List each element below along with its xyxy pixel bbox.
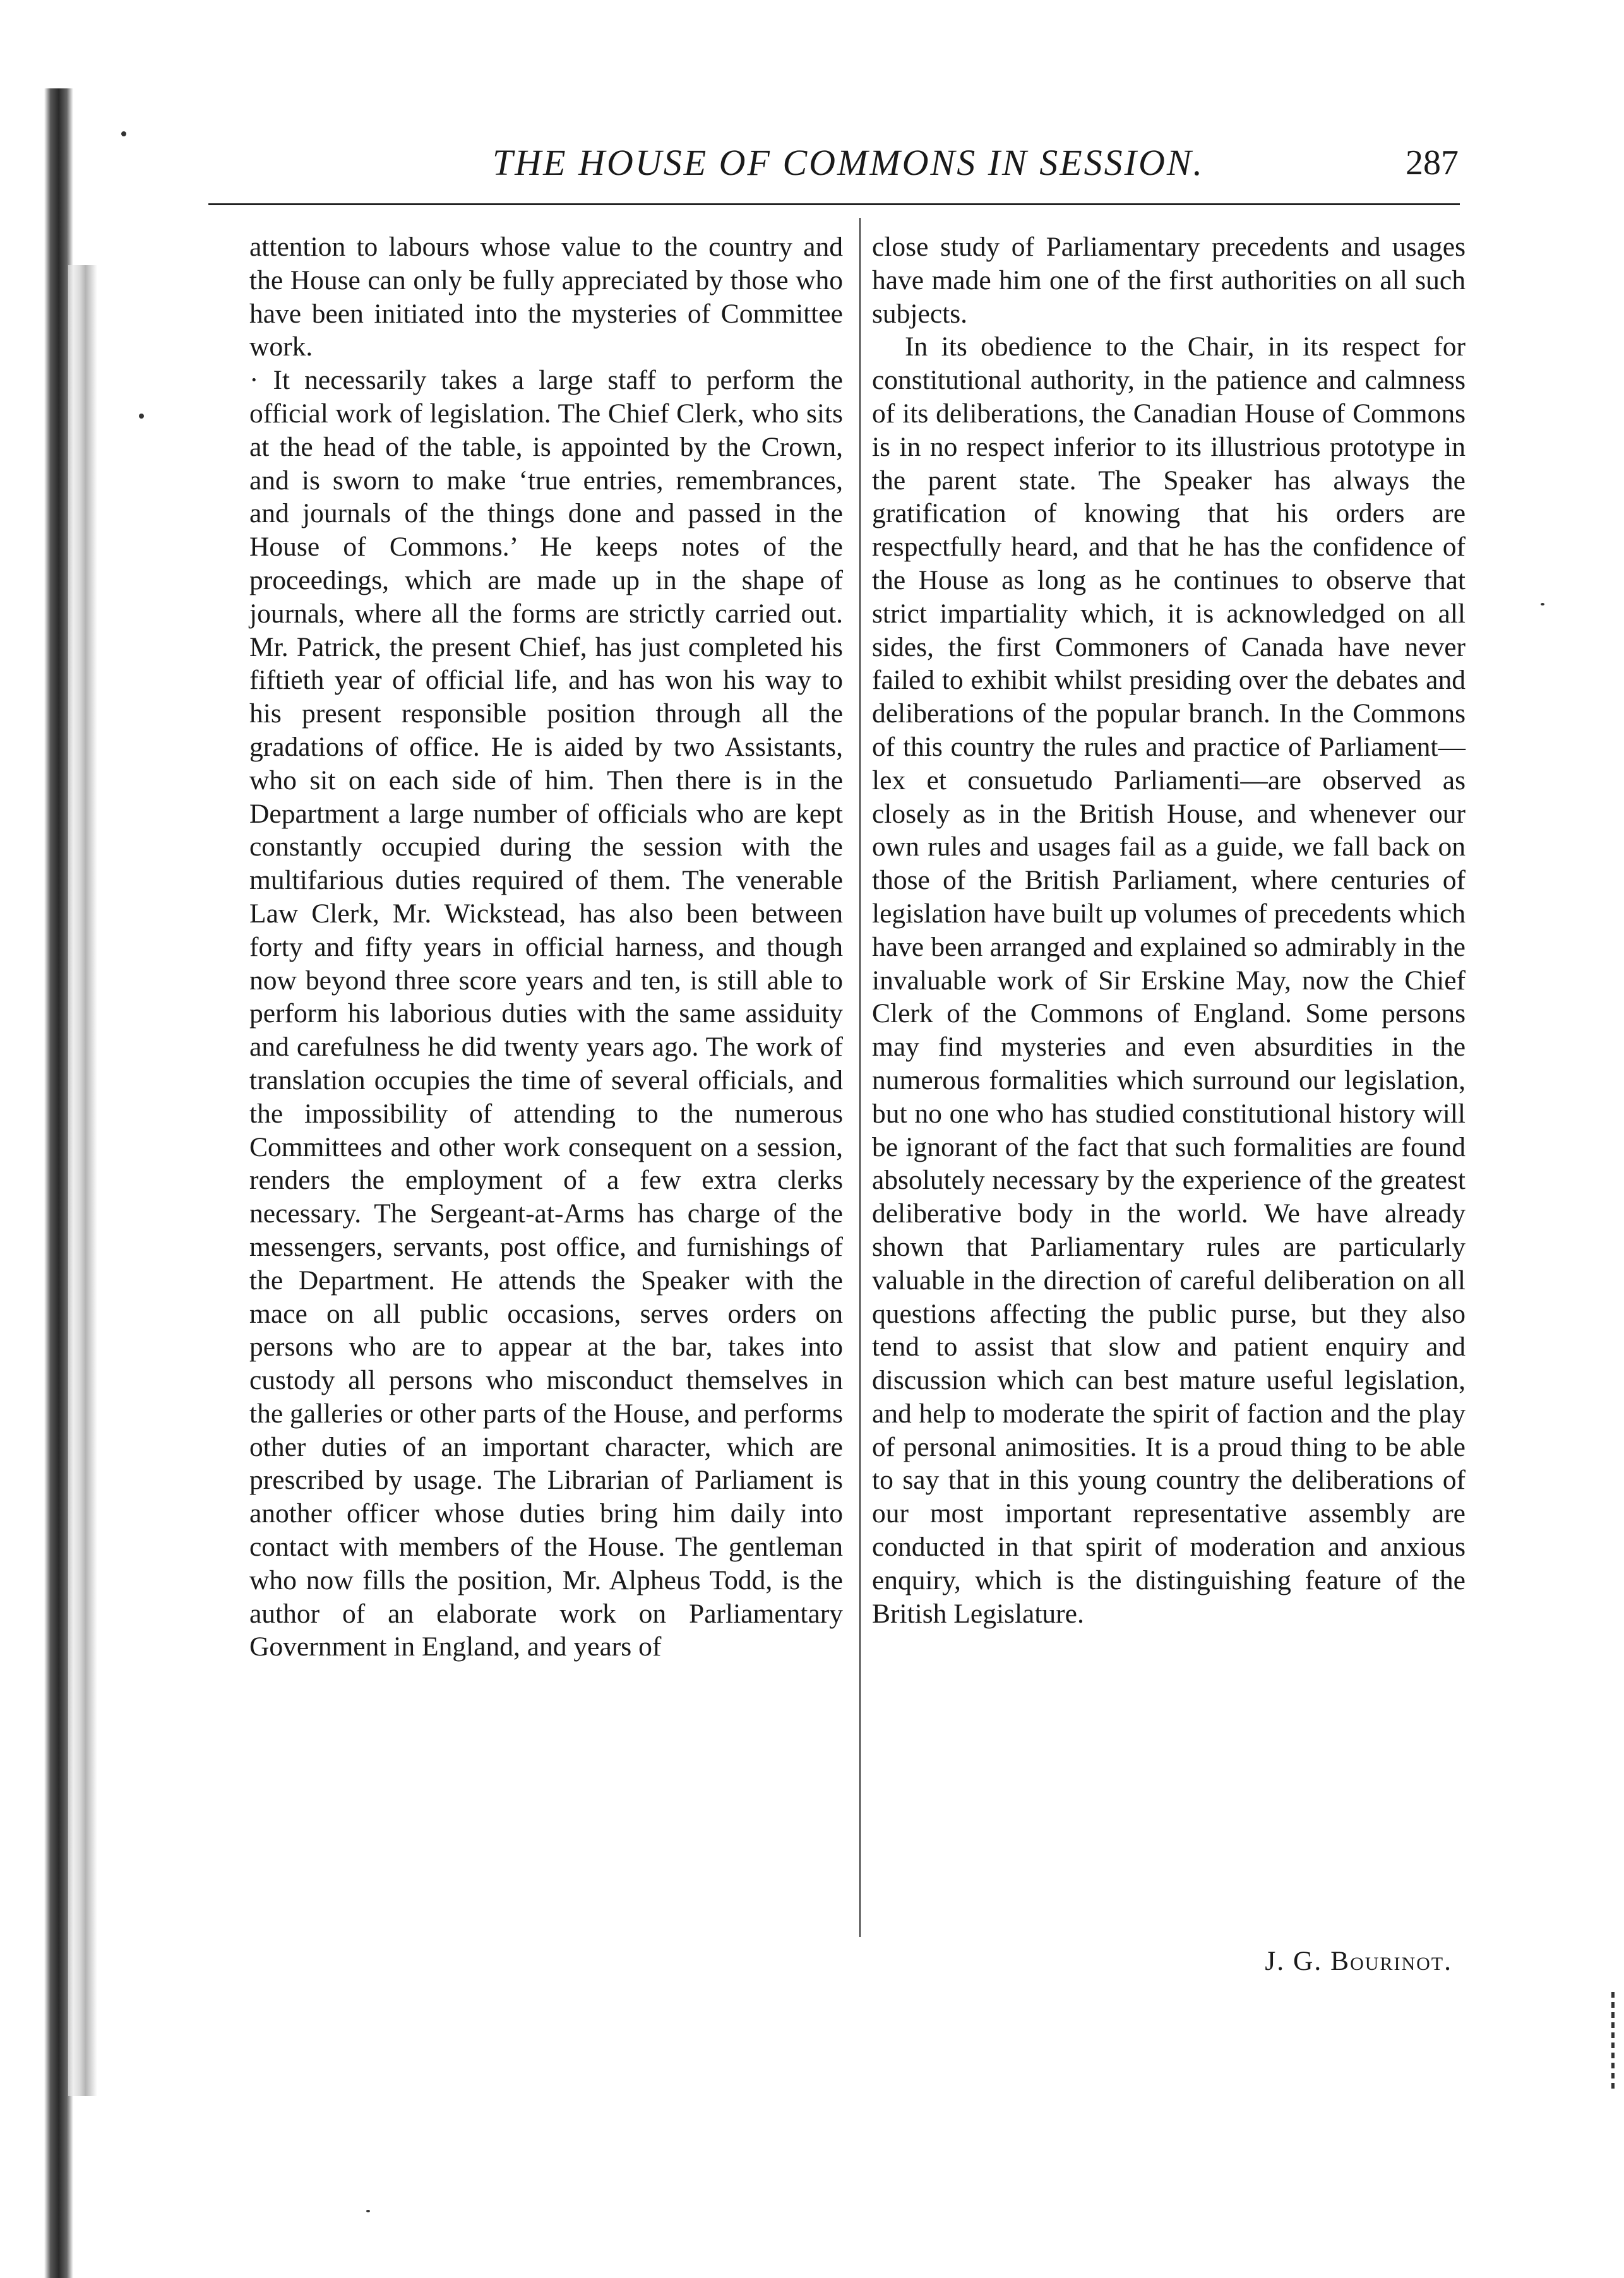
column-divider <box>859 218 861 1937</box>
speck <box>366 2210 370 2212</box>
header-rule <box>208 203 1460 205</box>
paragraph: In its obedience to the Chair, in its respect for constitutional authority, in the patience and calmness of its deliberations, the Canadian House of Commons is in no respect inferior to its illustrious prototype in the parent state. The Speaker has always the gratification of knowing that his orders are respectfully heard, and that he has the confidence of the House as long as he continues to observe that strict impartiality which, it is acknowledged on all sides, the first Commoners of Canada have never failed to exhibit whilst presiding over the debates and deliberations of the popular branch. In the Commons of this country the rules and practice of Parliament—lex et consuetudo Parliamenti—are observed as closely as in the British House, and whenever our own rules and usages fail as a guide, we fall back on those of the British Parliament, where centuries of legislation have built up volumes of precedents which have been arranged and explained so admirably in the invaluable work of Sir Erskine May, now the Chief Clerk of the Commons of England. Some persons may find mysteries and even absurdities in the numerous formalities which surround our legislation, but no one who has studied constitutional history will be ignorant of the fact that such formalities are found absolutely necessary by the experience of the greatest deliberative body in the world. We have already shown that Parliamentary rules are particularly valuable in the direction of careful deliberation on all questions affecting the public purse, but they also tend to assist that slow and patient enquiry and discussion which can best mature useful legislation, and help to moderate the spirit of faction and the play of personal animosities. It is a proud thing to be able to say that in this young country the deliberations of our most important representative assembly are conducted in that spirit of moderation and anxious enquiry, which is the distinguishing feature of the British Legislature. <box>872 331 1466 1629</box>
author-signature: J. G. Bourinot. <box>1265 1946 1452 1976</box>
left-column <box>249 230 843 1664</box>
speck <box>1541 603 1544 605</box>
paragraph: close study of Parliamentary precedents and usages have made him one of the first authorities on all such subjects. <box>872 232 1466 329</box>
page-number: 287 <box>1406 143 1459 182</box>
page-header <box>208 138 1459 188</box>
paragraph: · It necessarily takes a large staff to perform the official work of legislation. The Chief Clerk, who sits at the head of the table, is appointed by the Crown, and is sworn to make ‘true entries, remembrances, and journals of the things done and passed in the House of Commons.’ He keeps notes of the proceedings, which are made up in the shape of journals, where all the forms are strictly carried out. Mr. Patrick, the present Chief, has just completed his fiftieth year of official life, and has won his way to his present responsible position through all the gradations of office. He is aided by two Assistants, who sit on each side of him. Then there is in the Department a large number of officials who are kept constantly occupied during the session with the multifarious duties required of them. The venerable Law Clerk, Mr. Wickstead, has also been between forty and fifty years in official harness, and though now beyond three score years and ten, is still able to perform his laborious duties with the same assiduity and carefulness he did twenty years ago. The work of translation occupies the time of several officials, and the impossibility of attending to the numerous Committees and other work consequent on a session, renders the employment of a few extra clerks necessary. The Sergeant-at-Arms has charge of the messengers, servants, post office, and furnishings of the Department. He attends the Speaker with the mace on all public occasions, serves orders on persons who are to appear at the bar, takes into custody all persons who misconduct themselves in the galleries or other parts of the House, and performs other duties of an important character, which are prescribed by usage. The Librarian of Parliament is another officer whose duties bring him daily into contact with members of the House. The gentleman who now fills the position, Mr. Alpheus Todd, is the author of an elaborate work on Parliamentary Government in England, and years of <box>249 365 843 1662</box>
right-column <box>872 230 1466 1630</box>
speck <box>139 414 144 419</box>
page-edge-mark <box>1611 1992 1615 2093</box>
page-binding-fade <box>68 265 97 2096</box>
speck <box>121 131 126 136</box>
running-head: THE HOUSE OF COMMONS IN SESSION. <box>493 142 1205 183</box>
paragraph: attention to labours whose value to the country and the House can only be fully appreciated by those who have been initiated into the mysteries of Committee work. <box>249 232 843 362</box>
